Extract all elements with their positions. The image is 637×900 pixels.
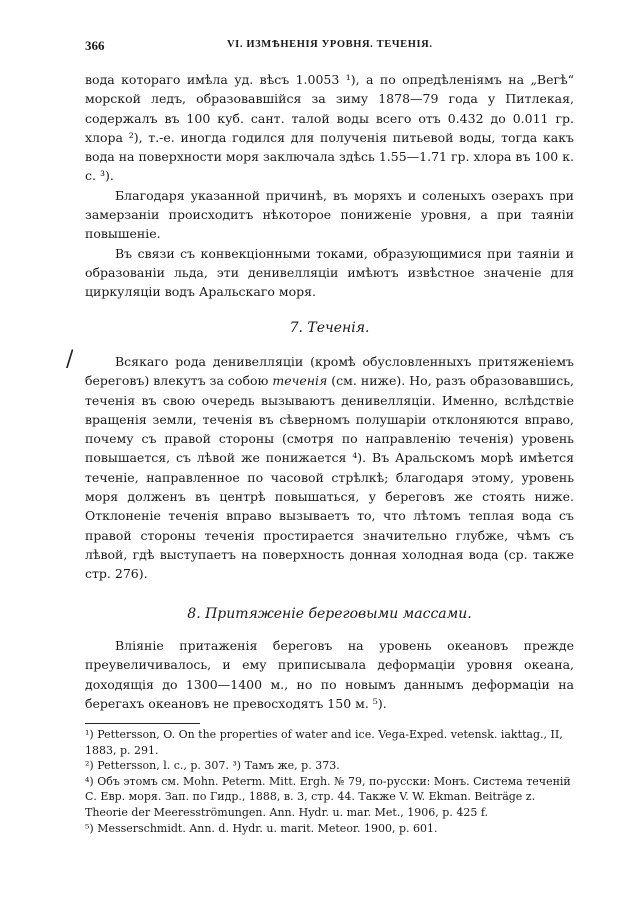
- paragraph: Вліяніе притаженія береговъ на уровень океановъ прежде преувеличивалось, и ему приписывала деформаціи уровня океана, доходящія до 1300—1400 м., но по новымъ даннымъ деформаціи на берегахъ океановъ не превосходятъ 150 м. ⁵).: [85, 638, 574, 711]
- footnotes: [85, 727, 574, 836]
- section-heading-attraction: 8. Притяженіе береговыми массами.: [187, 606, 472, 622]
- page-number: 366: [85, 38, 105, 53]
- page-header: [85, 38, 577, 54]
- footnote: ¹) Pettersson, O. On the properties of water and ice. Vega-Exped. vetensk. iakttag., II, 1883, p. 291.: [85, 728, 563, 757]
- footnote: ⁴) Объ этомъ см. Mohn. Peterm. Mitt. Ergh. № 79, по-русски: Монъ. Система теченій С. Евр. моря. Зап. по Гидр., 1888, в. 3, стр. 44. Также V. W. Ekman. Beiträge z. Theorie der Meeresströmungen. Ann. Hydr. u. mar. Met., 1906, p. 425 f.: [85, 774, 571, 819]
- section-1-text: [85, 70, 574, 302]
- footnote: ²) Pettersson, l. c., p. 307. ³) Тамъ же, p. 373.: [85, 759, 340, 773]
- footnote: ⁵) Messerschmidt. Ann. d. Hydr. u. marit. Meteor. 1900, p. 601.: [85, 821, 438, 835]
- text-run: (см. ниже). Но, разъ образовавшись, теченія въ свою очередь вызываютъ денивелляціи. Именно, вслѣдствіе вращенія земли, теченія въ сѣверномъ полушаріи отклоняются вправо, почему съ правой стороны (смотря по направленію теченія) уровень повышается, съ лѣвой же понижается ⁴). Въ Аральскомъ морѣ имѣется теченіе, направленное по часовой стрѣлкѣ; благодаря этому, уровень моря долженъ въ центрѣ повышаться, у береговъ же стоять ниже. Отклоненіе теченія вправо вызываетъ то, что лѣтомъ теплая вода съ правой стороны теченія простирается значительно глубже, чѣмъ съ лѣвой, гдѣ выступаетъ на поверхность донная холодная вода (ср. также стр. 276).: [85, 373, 574, 582]
- section-2-text: [85, 352, 574, 584]
- paragraph: вода котораго имѣла уд. вѣсъ 1.0053 ¹), а по опредѣленіямъ на „Вегѣ“ морской ледъ, образовавшійся за зиму 1878—79 года у Питлекая, содержалъ въ 100 куб. сант. талой воды всего отъ 0.432 до 0.011 гр. хлора ²), т.-е. иногда годился для полученія питьевой воды, тогда какъ вода на поверхности моря заключала здѣсь 1.55—1.71 гр. хлора въ 100 к. с. ³).: [85, 72, 574, 184]
- running-title: VI. ИЗМѢНЕНІЯ УРОВНЯ. ТЕЧЕНІЯ.: [227, 39, 433, 50]
- section-3-text: [85, 636, 574, 713]
- text-run: Всякаго рода денивелляціи (кромѣ обусловленныхъ притяженіемъ береговъ) влекутъ за собою: [85, 354, 574, 389]
- paragraph: Благодаря указанной причинѣ, въ моряхъ и соленыхъ озерахъ при замерзаніи происходитъ нѣкоторое пониженіе уровня, а при таяніи повышеніе.: [85, 187, 574, 242]
- section-heading-currents: 7. Теченія.: [289, 320, 370, 336]
- footnote-rule: [85, 723, 200, 724]
- margin-pencil-mark: /: [66, 347, 74, 372]
- paragraph: Въ связи съ конвекціонными токами, образующимися при таяніи и образованіи льда, эти денивелляціи имѣютъ извѣстное значеніе для циркуляціи водъ Аральскаго моря.: [85, 245, 574, 300]
- emphasized-term: теченія: [272, 373, 328, 389]
- paragraph: [85, 352, 574, 584]
